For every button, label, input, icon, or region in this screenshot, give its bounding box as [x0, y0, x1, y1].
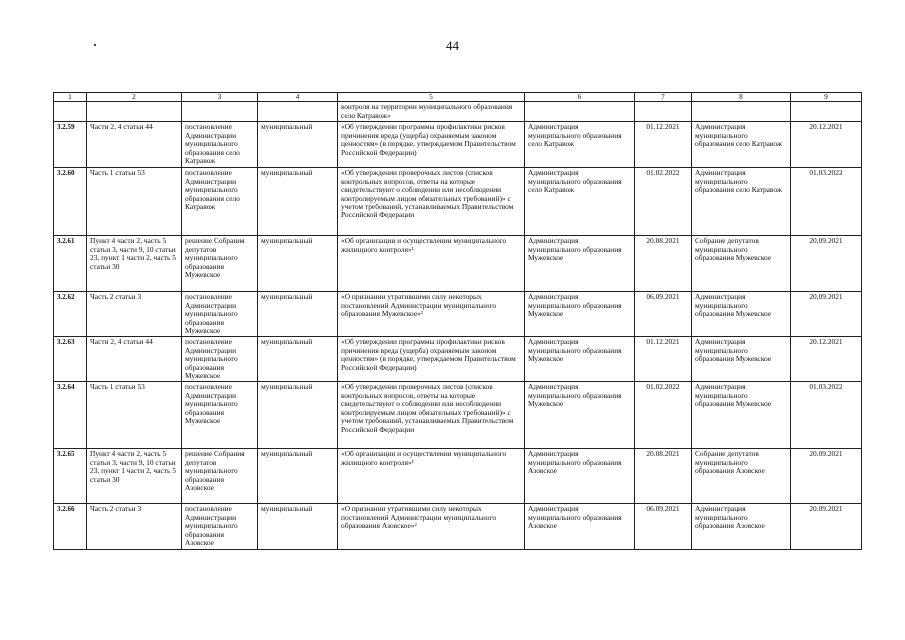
draft-date: 20.08.2021 — [635, 236, 692, 292]
developer — [525, 102, 635, 122]
row-number: 3.2.65 — [54, 449, 87, 504]
column-header: 9 — [791, 93, 862, 102]
act-type: постановление Администрации муниципального образования село Катравож — [182, 168, 258, 236]
act-title: контроля на территории муниципального образования село Катравож» — [338, 102, 525, 122]
draft-date: 01.02.2022 — [635, 168, 692, 236]
act-level: муниципальный — [258, 292, 338, 337]
act-type: постановление Администрации муниципального образования Мужевское — [182, 292, 258, 337]
draft-date: 06.09.2021 — [635, 292, 692, 337]
draft-date — [635, 102, 692, 122]
row-number: 3.2.64 — [54, 382, 87, 449]
column-header: 1 — [54, 93, 87, 102]
act-level: муниципальный — [258, 449, 338, 504]
act-title: «Об утверждении проверочных листов (списков контрольных вопросов, ответы на которые свидетельствуют о соблюдении или несоблюдении контролируемым лицом обязательных требований)» с учетом требований, устанавливаемых Правительством Российской Федерации — [338, 168, 525, 236]
scan-speck — [94, 44, 96, 46]
adoption-date: 01.03.2022 — [791, 382, 862, 449]
developer: Администрация муниципального образования село Катравож — [525, 168, 635, 236]
row-number: 3.2.60 — [54, 168, 87, 236]
header-row — [54, 93, 862, 102]
act-level: муниципальный — [258, 236, 338, 292]
table-row — [54, 337, 862, 382]
act-type — [182, 102, 258, 122]
adoption-date: 01.03.2022 — [791, 168, 862, 236]
adopting-body: Администрация муниципального образования Мужевское — [692, 337, 791, 382]
act-level: муниципальный — [258, 504, 338, 549]
adopting-body: Собрание депутатов муниципального образования Мужевское — [692, 236, 791, 292]
adoption-date: 20.12.2021 — [791, 122, 862, 168]
developer: Администрация муниципального образования Азовское — [525, 504, 635, 549]
continuation-row — [54, 102, 862, 122]
row-number: 3.2.59 — [54, 122, 87, 168]
act-title: «О признании утратившими силу некоторых постановлений Администрации муниципального образования Азовское»² — [338, 504, 525, 549]
law-provision: Пункт 4 части 2, часть 5 статьи 3, части 9, 10 статьи 23, пункт 1 части 2, часть 5 статьи 30 — [87, 236, 182, 292]
law-provision: Пункт 4 части 2, часть 5 статьи 3, части 9, 10 статьи 23, пункт 1 части 2, часть 5 статьи 30 — [87, 449, 182, 504]
adopting-body: Администрация муниципального образования село Катравож — [692, 168, 791, 236]
adoption-date: 20.09.2021 — [791, 236, 862, 292]
page-number: 44 — [446, 38, 459, 53]
adoption-date: 20.09.2021 — [791, 449, 862, 504]
act-type: постановление Администрации муниципального образования Мужевское — [182, 337, 258, 382]
adopting-body: Администрация муниципального образования Азовское — [692, 504, 791, 549]
adoption-date: 20.09.2021 — [791, 292, 862, 337]
act-type: решение Собрания депутатов муниципального образования Азовское — [182, 449, 258, 504]
law-provision: Часть 2 статьи 3 — [87, 504, 182, 549]
act-title: «Об организации и осуществлении муниципального жилищного контроля»¹ — [338, 236, 525, 292]
act-title: «О признании утратившими силу некоторых постановлений Администрации муниципального образования Мужевское»² — [338, 292, 525, 337]
draft-date: 20.08.2021 — [635, 449, 692, 504]
act-title: «Об утверждении проверочных листов (списков контрольных вопросов, ответы на которые свидетельствуют о соблюдении или несоблюдении контролируемым лицом обязательных требований)» с учетом требований, устанавливаемых Правительством Российской Федерации — [338, 382, 525, 449]
draft-date: 01.12.2021 — [635, 122, 692, 168]
adoption-date — [791, 102, 862, 122]
row-number: 3.2.61 — [54, 236, 87, 292]
law-provision: Части 2, 4 статьи 44 — [87, 122, 182, 168]
row-number — [54, 102, 87, 122]
act-level: муниципальный — [258, 168, 338, 236]
act-type: постановление Администрации муниципального образования село Катравож — [182, 122, 258, 168]
adopting-body — [692, 102, 791, 122]
table-row — [54, 449, 862, 504]
row-number: 3.2.62 — [54, 292, 87, 337]
law-provision: Часть 1 статьи 53 — [87, 168, 182, 236]
draft-date: 06.09.2021 — [635, 504, 692, 549]
table-row — [54, 236, 862, 292]
table-row — [54, 382, 862, 449]
act-type: решение Собрания депутатов муниципального образования Мужевское — [182, 236, 258, 292]
act-title: «Об утверждении программы профилактики рисков причинения вреда (ущерба) охраняемым законом ценностям» (в порядке, утверждаемом Правительством Российской Федерации) — [338, 122, 525, 168]
developer: Администрация муниципального образования село Катравож — [525, 122, 635, 168]
adopting-body: Собрание депутатов муниципального образования Азовское — [692, 449, 791, 504]
table-row — [54, 168, 862, 236]
adopting-body: Администрация муниципального образования село Катравож — [692, 122, 791, 168]
developer: Администрация муниципального образования Азовское — [525, 449, 635, 504]
act-level: муниципальный — [258, 382, 338, 449]
law-provision: Часть 1 статьи 53 — [87, 382, 182, 449]
regulation-table — [53, 92, 862, 550]
act-level — [258, 102, 338, 122]
act-type: постановление Администрации муниципального образования Мужевское — [182, 382, 258, 449]
adopting-body: Администрация муниципального образования Мужевское — [692, 382, 791, 449]
draft-date: 01.12.2021 — [635, 337, 692, 382]
adoption-date: 20.09.2021 — [791, 504, 862, 549]
law-provision — [87, 102, 182, 122]
table-row — [54, 122, 862, 168]
adopting-body: Администрация муниципального образования Мужевское — [692, 292, 791, 337]
column-header: 3 — [182, 93, 258, 102]
table-row — [54, 504, 862, 549]
column-header: 4 — [258, 93, 338, 102]
column-header: 2 — [87, 93, 182, 102]
act-level: муниципальный — [258, 337, 338, 382]
developer: Администрация муниципального образования Мужевское — [525, 236, 635, 292]
column-header: 7 — [635, 93, 692, 102]
row-number: 3.2.66 — [54, 504, 87, 549]
developer: Администрация муниципального образования Мужевское — [525, 337, 635, 382]
law-provision: Часть 2 статьи 3 — [87, 292, 182, 337]
column-header: 6 — [525, 93, 635, 102]
column-header: 5 — [338, 93, 525, 102]
table-row — [54, 292, 862, 337]
draft-date: 01.02.2022 — [635, 382, 692, 449]
adoption-date: 20.12.2021 — [791, 337, 862, 382]
act-level: муниципальный — [258, 122, 338, 168]
column-header: 8 — [692, 93, 791, 102]
developer: Администрация муниципального образования Мужевское — [525, 382, 635, 449]
law-provision: Части 2, 4 статьи 44 — [87, 337, 182, 382]
act-title: «Об организации и осуществлении муниципального жилищного контроля»¹ — [338, 449, 525, 504]
act-title: «Об утверждении программы профилактики рисков причинения вреда (ущерба) охраняемым законом ценностям» (в порядке, утверждаемом Правительством Российской Федерации) — [338, 337, 525, 382]
act-type: постановление Администрации муниципального образования Азовское — [182, 504, 258, 549]
row-number: 3.2.63 — [54, 337, 87, 382]
developer: Администрация муниципального образования Мужевское — [525, 292, 635, 337]
